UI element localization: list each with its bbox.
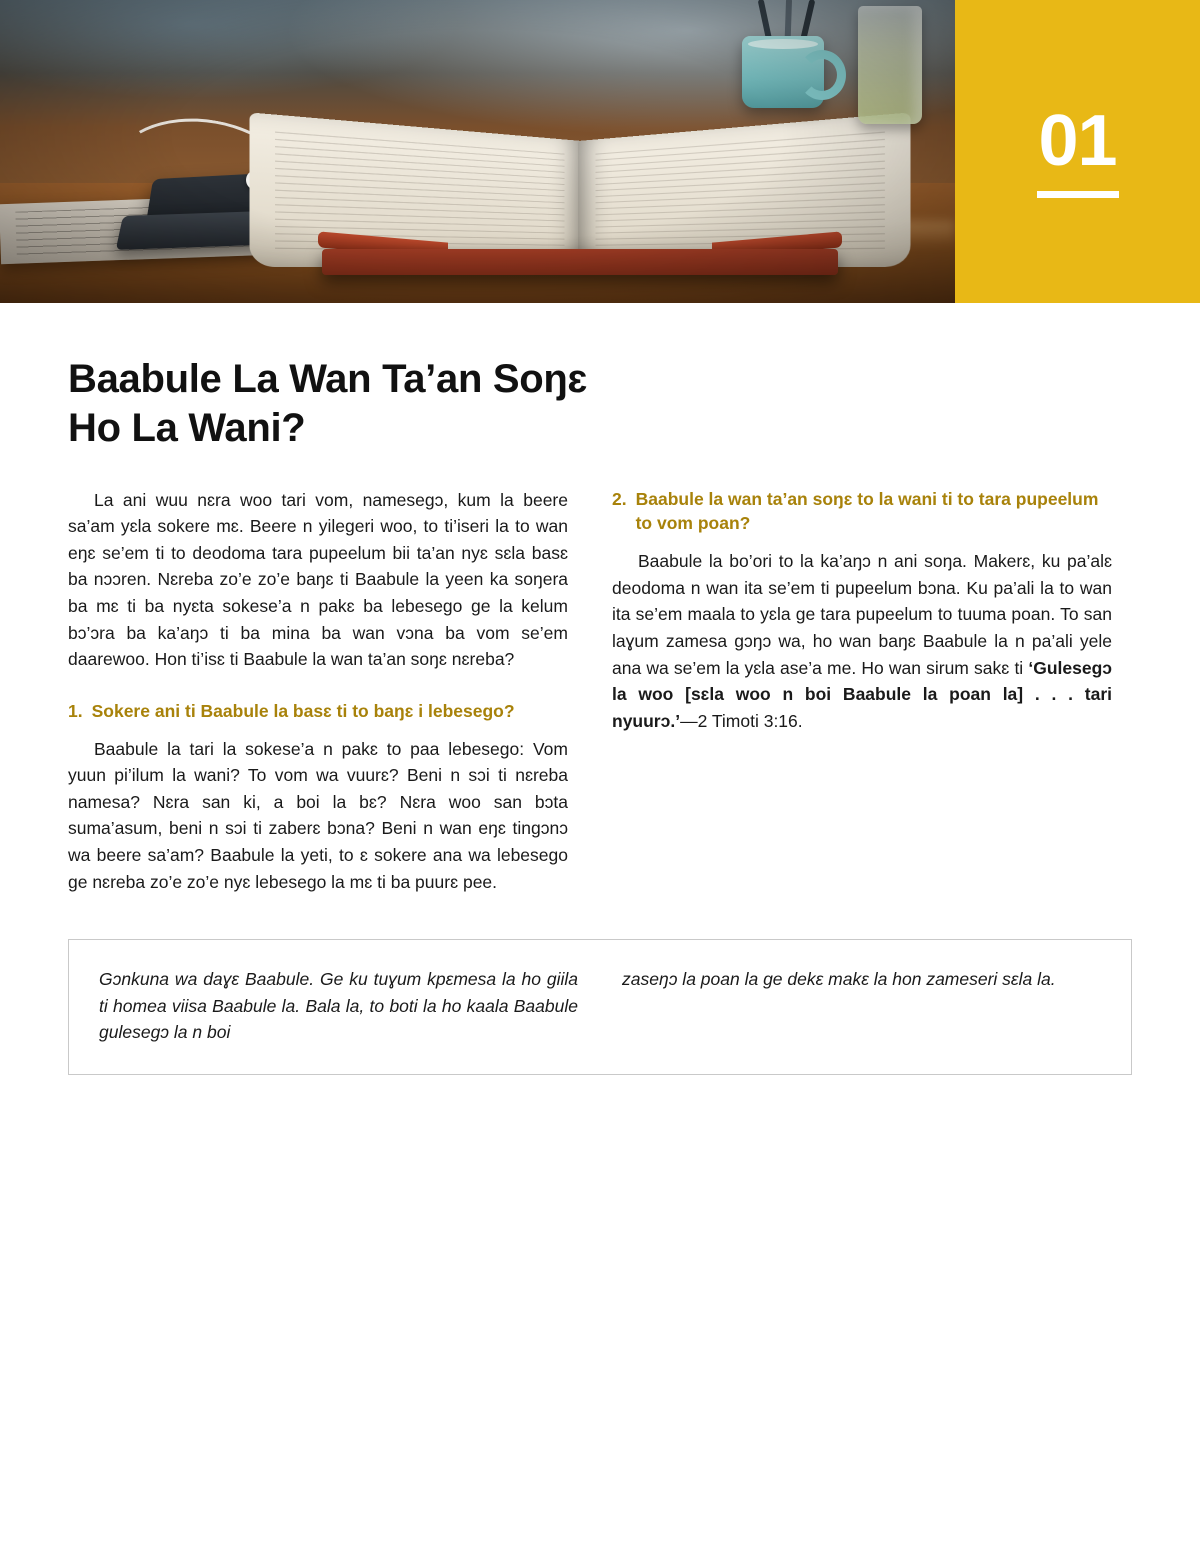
question-2-text: Baabule la wan ta’an soŋɛ to la wani ti to tara pupeelum to vom poan? <box>635 488 1099 534</box>
page-title <box>68 355 1132 453</box>
question-1-number: 1. <box>68 700 83 721</box>
column-left <box>68 487 568 896</box>
question-2-number: 2. <box>612 488 627 509</box>
question-1-answer: Baabule la tari la sokese’a n pakɛ to paa lebesego: Vom yuun pi’ilum la wani? To vom wa vuurɛ? Beni n sɔi ti nɛreba namesa? Nɛra san ki, a boi la bɛ? Nɛra woo san bɔta suma’asum, beni n sɔi ti zaberɛ bɔna? Beni n wan eŋɛ tingɔnɔ wa beere sa’am? Baabule la yeti, to ɛ sokere ana wa lebesego ge nɛreba zo’e zo’e nyɛ lebesego la mɛ ti ba puurɛ pee. <box>68 738 568 892</box>
article-content <box>0 303 1200 895</box>
note-box-column-left <box>99 966 578 1046</box>
scripture-quote: ‘Gulesegɔ la woo [sɛla woo n boi Baabule la poan la] . . . tari nyuurɔ.’ <box>612 657 1112 731</box>
note-box-text-left: Gɔnkuna wa daɣɛ Baabule. Ge ku tuɣum kpɛmesa la ho giila ti homea viisa Baabule la. Bala la, to boti la ho kaala Baabule gulesegɔ la n boi <box>99 969 578 1043</box>
two-column-layout <box>68 487 1132 896</box>
chapter-number-block <box>955 0 1200 303</box>
scripture-citation: —2 Timoti 3:16. <box>680 710 803 731</box>
question-1-heading <box>68 699 568 724</box>
photo-vignette <box>0 0 955 303</box>
hero-banner <box>0 0 1200 303</box>
chapter-number: 01 <box>1038 101 1117 181</box>
hero-photo-open-bible-on-desk <box>0 0 955 303</box>
chapter-number-underline <box>1037 191 1119 198</box>
question-2-answer <box>612 548 1112 734</box>
intro-paragraph: La ani wuu nɛra woo tari vom, namesegɔ, kum la beere sa’am yɛla sokere mɛ. Beere n yilegeri woo, to ti’iseri la to wan eŋɛ se’em ti to deodoma tara pupeelum bii ta’an nyɛ sɛla basɛ ba nɔɔren. Nɛreba zo’e zo’e baŋɛ ti Baabule la yeen ka soŋera ba mɛ ti ba nyɛta sokese’a n pakɛ ba lebesego ge la kelum bɔ’ɔra ba ka’aŋɔ ti ba mina ba wan vɔna ba vom se’em daarewoo. Hon ti’isɛ ti Baabule la wan ta’an soŋɛ nɛreba? <box>68 489 568 670</box>
question-1-text: Sokere ani ti Baabule la basɛ ti to baŋɛ i lebesego? <box>91 700 515 721</box>
question-2-answer-part1: Baabule la bo’ori to la ka’aŋɔ n ani soŋa. Makerɛ, ku pa’alɛ deodoma n wan ita se’em ti pupeelum bɔna. Ku pa’ali la to wan ita se’em maala to yɛla ge tara pupeelum to tuuma poan. To san laɣum zamesa gɔŋɔ wa, ho wan baŋɛ Baabule la n pa’ali yele ana wa se’em la yɛla ase’a me. Ho wan sirum sakɛ ti <box>612 551 1112 678</box>
note-box-column-right <box>622 966 1101 1046</box>
page-title-line-2: Ho La Wani? <box>68 405 306 450</box>
note-box <box>68 939 1132 1075</box>
column-right <box>612 487 1112 896</box>
page-title-line-1: Baabule La Wan Ta’an Soŋɛ <box>68 357 588 401</box>
note-box-text-right: zaseŋɔ la poan la ge dekɛ makɛ la hon zameseri sɛla la. <box>622 969 1056 990</box>
question-2-heading <box>612 487 1112 537</box>
